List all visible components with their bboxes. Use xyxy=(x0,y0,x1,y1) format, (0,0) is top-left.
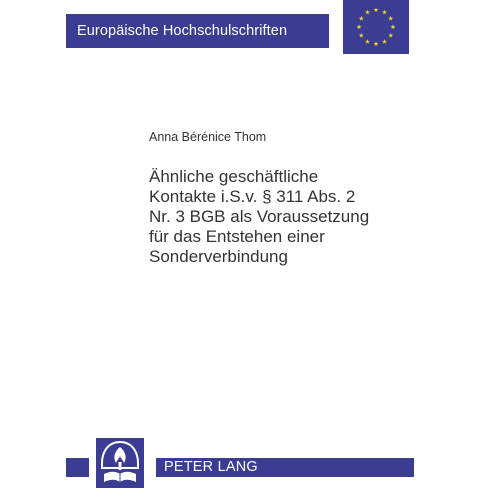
star-icon xyxy=(365,39,370,44)
book-title xyxy=(149,167,439,267)
title-line-1: Ähnliche geschäftliche xyxy=(149,167,319,186)
star-icon xyxy=(388,16,393,21)
star-icon xyxy=(374,7,379,12)
star-icon xyxy=(391,24,396,29)
eu-stars-circle xyxy=(343,0,409,54)
star-icon xyxy=(388,33,393,38)
star-icon xyxy=(357,24,362,29)
series-title: Europäische Hochschulschriften xyxy=(66,14,329,48)
title-line-3: Nr. 3 BGB als Voraussetzung xyxy=(149,207,370,226)
decorative-square xyxy=(66,458,89,477)
logo-graphic xyxy=(96,438,144,488)
star-icon xyxy=(359,33,364,38)
tree-book-logo-icon xyxy=(96,438,144,488)
star-icon xyxy=(382,10,387,15)
star-icon xyxy=(365,10,370,15)
eu-flag-icon xyxy=(343,0,409,54)
star-icon xyxy=(382,39,387,44)
author-name: Anna Bérénice Thom xyxy=(149,130,267,144)
title-line-2: Kontakte i.S.v. § 311 Abs. 2 xyxy=(149,187,356,206)
star-icon xyxy=(359,16,364,21)
star-icon xyxy=(374,41,379,46)
title-line-4: für das Entstehen einer xyxy=(149,227,325,246)
publisher-name: PETER LANG xyxy=(156,458,414,477)
title-line-5: Sonderverbindung xyxy=(149,247,288,266)
